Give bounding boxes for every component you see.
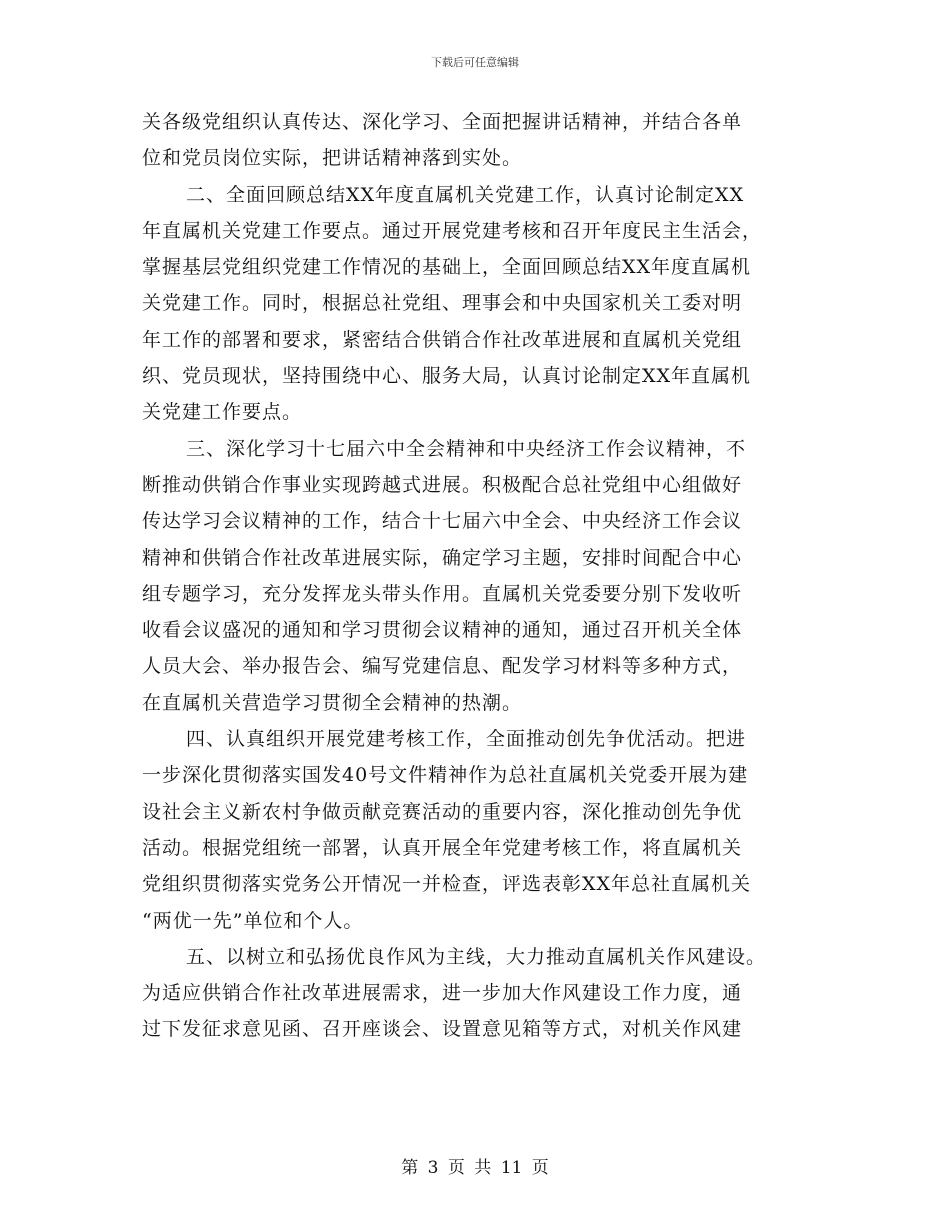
text-line: 传达学习会议精神的工作，结合十七届六中全会、中央经济工作会议 <box>142 510 743 533</box>
text-line: 一步深化贯彻落实国发40号文件精神作为总社直属机关党委开展为建 <box>142 764 749 787</box>
text-line: 设社会主义新农村争做贡献竞赛活动的重要内容，深化推动创先争优 <box>142 800 743 823</box>
text-line: 活动。根据党组统一部署，认真开展全年党建考核工作，将直属机关 <box>142 836 743 859</box>
text-line: 掌握基层党组织党建工作情况的基础上，全面回顾总结XX年度直属机 <box>142 256 752 279</box>
text-line: 关党建工作要点。 <box>142 401 303 424</box>
text-line: 过下发征求意见函、召开座谈会、设置意见箱等方式，对机关作风建 <box>142 1018 743 1041</box>
text-line: 三、深化学习十七届六中全会精神和中央经济工作会议精神，不 <box>186 437 747 460</box>
text-line: 精神和供销合作社改革进展实际，确定学习主题，安排时间配合中心 <box>142 546 743 569</box>
text-line: 党组织贯彻落实党务公开情况一并检查，评选表彰XX年总社直属机关 <box>142 873 752 896</box>
text-line: 织、党员现状，坚持围绕中心、服务大局，认真讨论制定XX年直属机 <box>142 365 752 388</box>
text-line: 断推动供销合作事业实现跨越式进展。积极配合总社党组中心组做好 <box>142 473 743 496</box>
text-line: 关各级党组织认真传达、深化学习、全面把握讲话精神，并结合各单 <box>142 111 743 133</box>
text-line: 关党建工作。同时，根据总社党组、理事会和中央国家机关工委对明 <box>142 292 743 315</box>
page-number: 第 3 页 共 11 页 <box>401 1158 549 1178</box>
text-line: 四、认真组织开展党建考核工作，全面推动创先争优活动。把进 <box>186 728 747 751</box>
text-line: 五、以树立和弘扬优良作风为主线，大力推动直属机关作风建设。 <box>186 945 767 968</box>
document-body <box>142 104 822 1048</box>
text-line: 组专题学习，充分发挥龙头带头作用。直属机关党委要分别下发收听 <box>142 582 743 605</box>
page-header: 下载后可任意编辑 <box>431 56 519 69</box>
text-line: 年直属机关党建工作要点。通过开展党建考核和召开年度民主生活会， <box>142 219 763 242</box>
text-line: 为适应供销合作社改革进展需求，进一步加大作风建设工作力度，通 <box>142 982 743 1005</box>
text-line: 收看会议盛况的通知和学习贯彻会议精神的通知，通过召开机关全体 <box>142 619 743 642</box>
text-line: 二、全面回顾总结XX年度直属机关党建工作，认真讨论制定XX <box>186 183 745 206</box>
text-line: 在直属机关营造学习贯彻全会精神的热潮。 <box>142 691 523 714</box>
text-line: 位和党员岗位实际，把讲话精神落到实处。 <box>142 147 523 170</box>
text-line: 年工作的部署和要求，紧密结合供销合作社改革进展和直属机关党组 <box>142 328 743 351</box>
text-line: “两优一先”单位和个人。 <box>142 909 364 932</box>
text-line: 人员大会、举办报告会、编写党建信息、配发学习材料等多种方式， <box>142 655 743 678</box>
